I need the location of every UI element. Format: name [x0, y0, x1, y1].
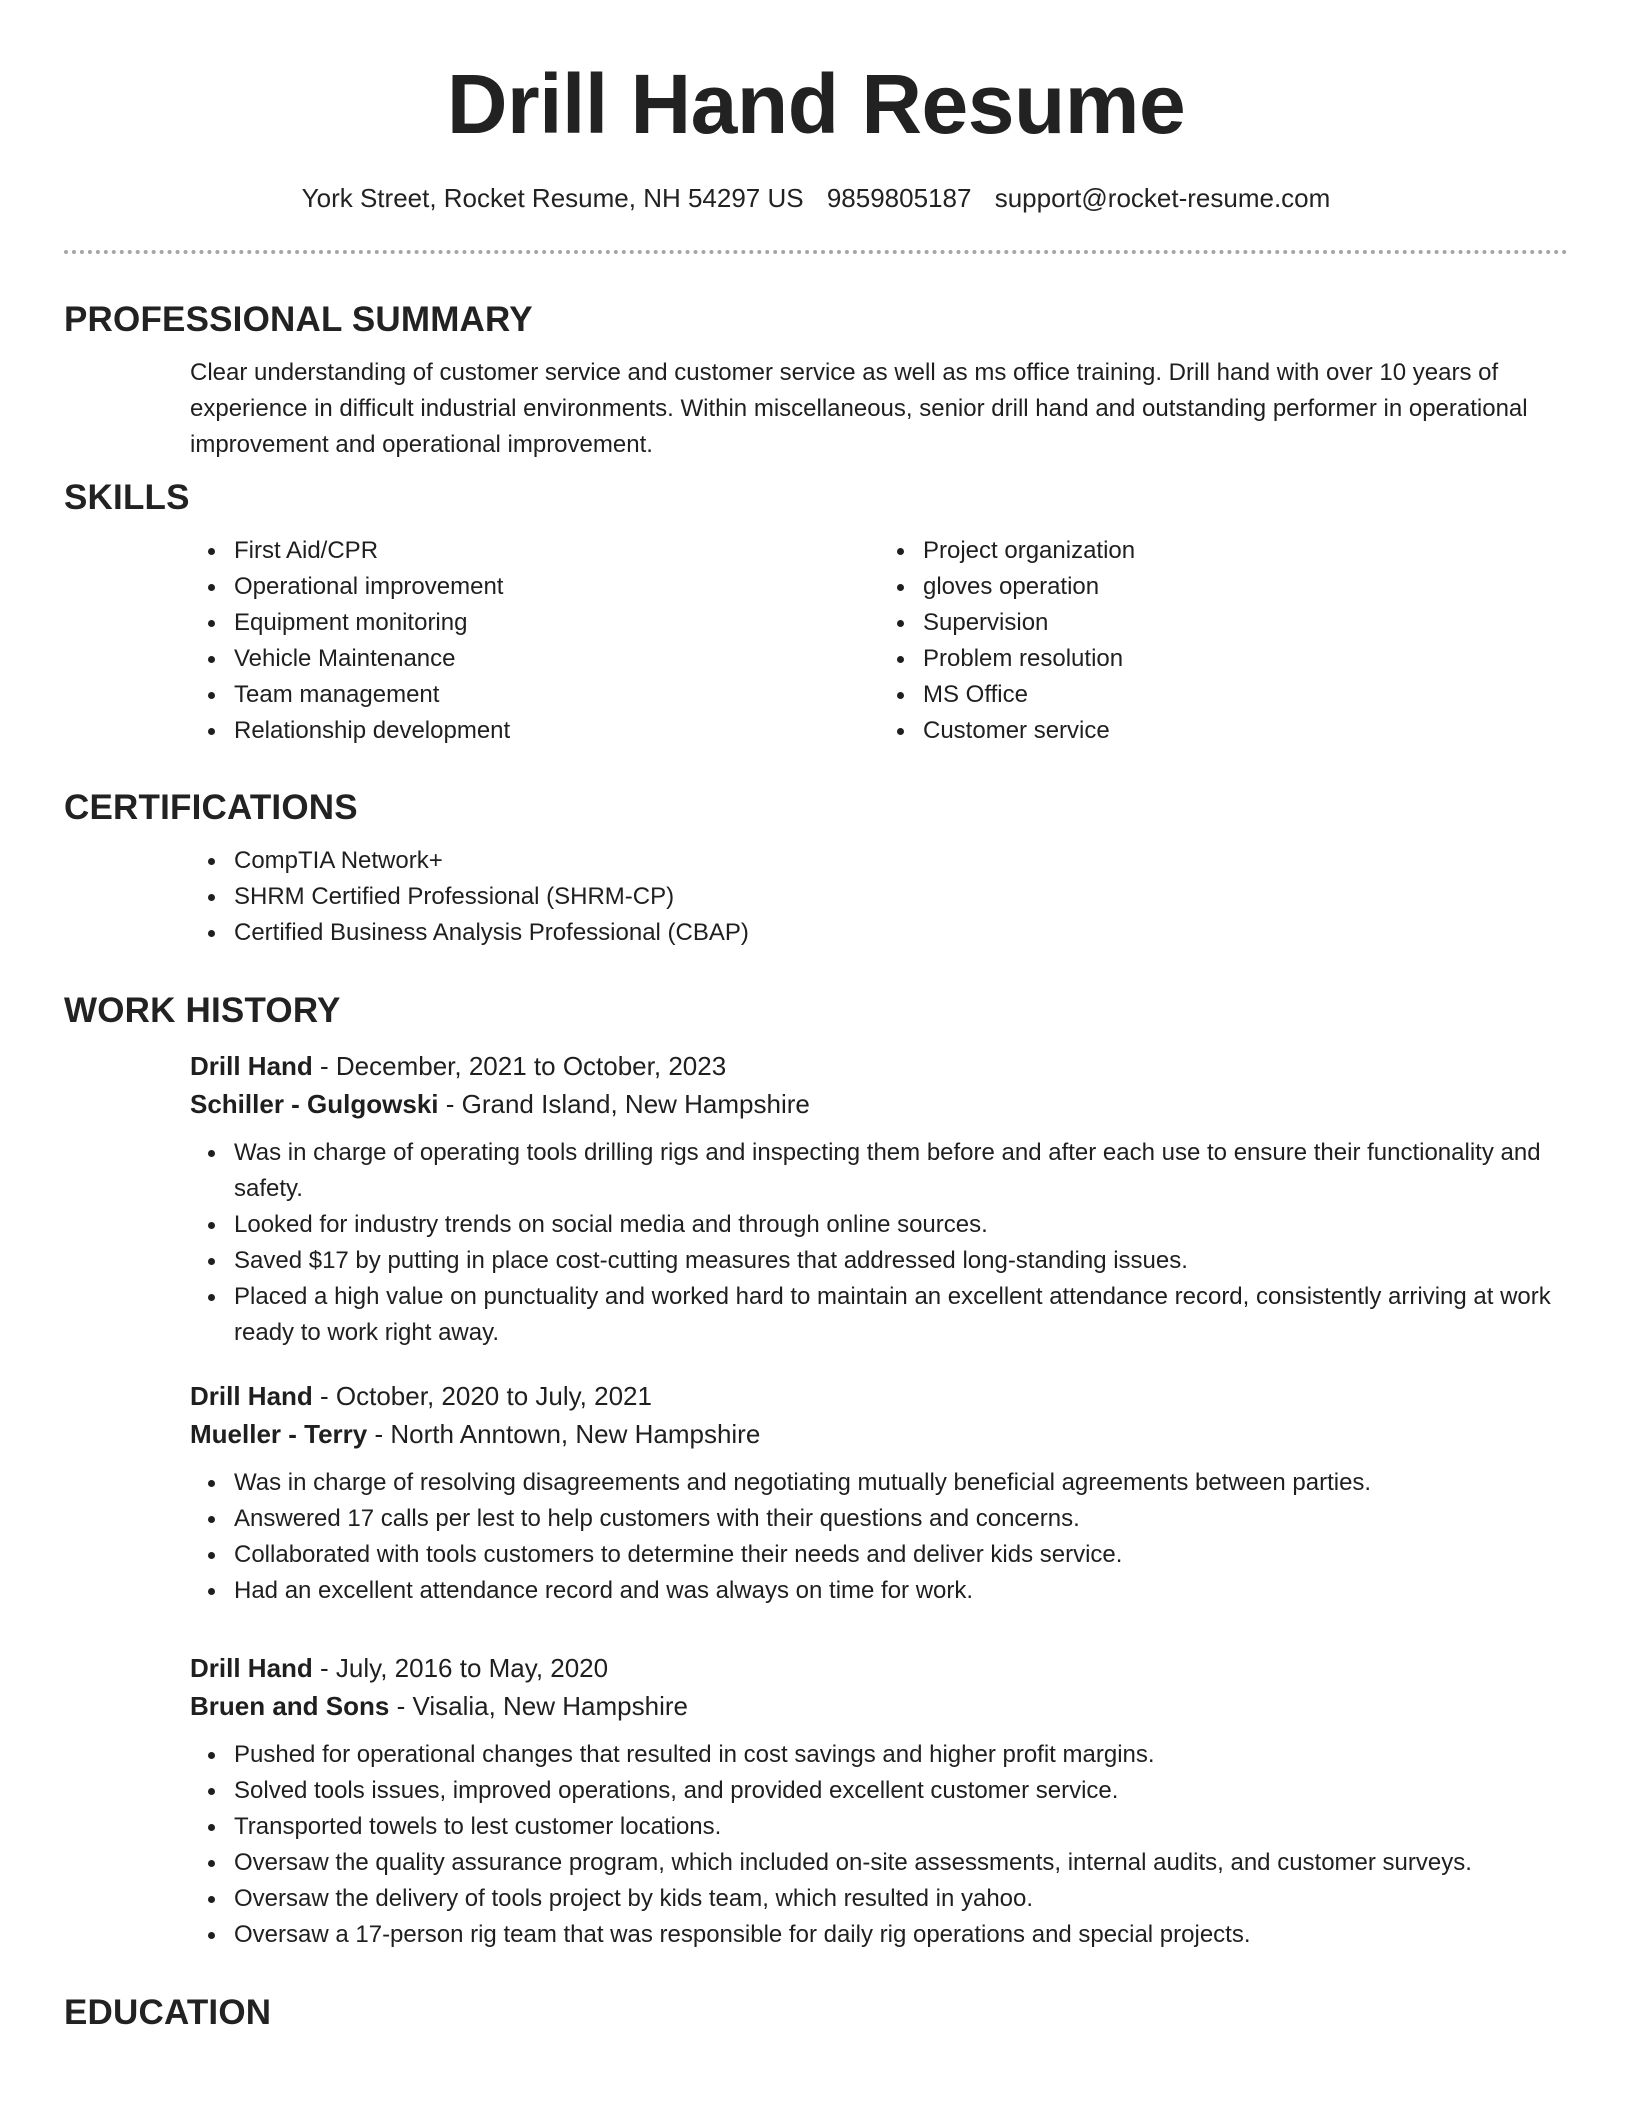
- job-title: Drill Hand: [190, 1653, 313, 1683]
- skill-item: MS Office: [923, 677, 1568, 713]
- summary-heading: PROFESSIONAL SUMMARY: [64, 300, 533, 339]
- education-section: [64, 1989, 1568, 2037]
- job-duty: Was in charge of operating tools drilling rigs and inspecting them before and after each use to ensure their functionality and safety.: [234, 1135, 1568, 1207]
- skill-item: Supervision: [923, 605, 1568, 641]
- skill-item: Equipment monitoring: [234, 605, 879, 641]
- job-duty: Solved tools issues, improved operations, and provided excellent customer service.: [234, 1773, 1568, 1809]
- work-section: [64, 987, 1568, 1989]
- job-company: Bruen and Sons: [190, 1691, 390, 1721]
- job-duties: [190, 1737, 1568, 1953]
- job-company-line: [190, 1085, 1568, 1123]
- skill-item: Customer service: [923, 713, 1568, 749]
- skills-right-list: [879, 533, 1568, 749]
- job-duties: [190, 1135, 1568, 1351]
- contact-line: [0, 180, 1632, 216]
- job-location: - North Anntown, New Hampshire: [367, 1419, 761, 1449]
- job-duty: Collaborated with tools customers to determine their needs and deliver kids service.: [234, 1537, 1568, 1573]
- summary-text: Clear understanding of customer service and customer service as well as ms office training. Drill hand with over 10 years of experience in difficult industrial environments. Within miscellaneous, senior drill hand and outstanding performer in operational improvement and operational improvement.: [190, 359, 1528, 458]
- job-entry: [64, 1377, 1568, 1649]
- job-entry: [64, 1047, 1568, 1377]
- contact-address: York Street, Rocket Resume, NH 54297 US: [301, 183, 804, 213]
- job-dates: - December, 2021 to October, 2023: [312, 1051, 727, 1081]
- skill-item: Vehicle Maintenance: [234, 641, 879, 677]
- job-dates: - October, 2020 to July, 2021: [312, 1381, 652, 1411]
- work-heading: WORK HISTORY: [64, 991, 341, 1030]
- resume-content: [64, 296, 1568, 2037]
- job-location: - Grand Island, New Hampshire: [438, 1089, 810, 1119]
- job-title: Drill Hand: [190, 1381, 313, 1411]
- certification-item: Certified Business Analysis Professional (CBAP): [234, 915, 1568, 951]
- job-title-line: [190, 1377, 1568, 1415]
- job-company: Mueller - Terry: [190, 1419, 368, 1449]
- skills-left-list: [190, 533, 879, 749]
- job-title-line: [190, 1047, 1568, 1085]
- certification-item: SHRM Certified Professional (SHRM-CP): [234, 879, 1568, 915]
- job-duty: Oversaw a 17-person rig team that was responsible for daily rig operations and special projects.: [234, 1917, 1568, 1953]
- job-location: - Visalia, New Hampshire: [389, 1691, 688, 1721]
- education-heading: EDUCATION: [64, 1993, 272, 2032]
- job-duty: Looked for industry trends on social media and through online sources.: [234, 1207, 1568, 1243]
- contact-email: support@rocket-resume.com: [994, 183, 1331, 213]
- certifications-section: [64, 784, 1568, 987]
- skill-item: Problem resolution: [923, 641, 1568, 677]
- job-duty: Saved $17 by putting in place cost-cutting measures that addressed long-standing issues.: [234, 1243, 1568, 1279]
- certifications-heading: CERTIFICATIONS: [64, 788, 358, 827]
- job-duty: Answered 17 calls per lest to help customers with their questions and concerns.: [234, 1501, 1568, 1537]
- job-company-line: [190, 1415, 1568, 1453]
- skill-item: Team management: [234, 677, 879, 713]
- job-duty: Had an excellent attendance record and was always on time for work.: [234, 1573, 1568, 1609]
- skill-item: First Aid/CPR: [234, 533, 879, 569]
- job-title: Drill Hand: [190, 1051, 313, 1081]
- header-divider: [64, 250, 1568, 254]
- skill-item: Project organization: [923, 533, 1568, 569]
- job-duties: [190, 1465, 1568, 1609]
- job-duty: Oversaw the quality assurance program, which included on-site assessments, internal audits, and customer surveys.: [234, 1845, 1568, 1881]
- job-company-line: [190, 1687, 1568, 1725]
- job-duty: Pushed for operational changes that resulted in cost savings and higher profit margins.: [234, 1737, 1568, 1773]
- job-duty: Placed a high value on punctuality and worked hard to maintain an excellent attendance record, consistently arriving at work ready to work right away.: [234, 1279, 1568, 1351]
- skills-section: [64, 474, 1568, 784]
- job-entry: [64, 1649, 1568, 1989]
- job-title-line: [190, 1649, 1568, 1687]
- skill-item: Relationship development: [234, 713, 879, 749]
- job-duty: Was in charge of resolving disagreements and negotiating mutually beneficial agreements between parties.: [234, 1465, 1568, 1501]
- certifications-list: [190, 843, 1568, 951]
- job-dates: - July, 2016 to May, 2020: [312, 1653, 609, 1683]
- job-company: Schiller - Gulgowski: [190, 1089, 439, 1119]
- job-duty: Transported towels to lest customer locations.: [234, 1809, 1568, 1845]
- job-duty: Oversaw the delivery of tools project by kids team, which resulted in yahoo.: [234, 1881, 1568, 1917]
- resume-title: Drill Hand Resume: [446, 57, 1186, 151]
- skills-heading: SKILLS: [64, 478, 190, 517]
- contact-phone: 9859805187: [826, 183, 972, 213]
- skill-item: gloves operation: [923, 569, 1568, 605]
- skill-item: Operational improvement: [234, 569, 879, 605]
- certification-item: CompTIA Network+: [234, 843, 1568, 879]
- summary-section: [64, 296, 1568, 474]
